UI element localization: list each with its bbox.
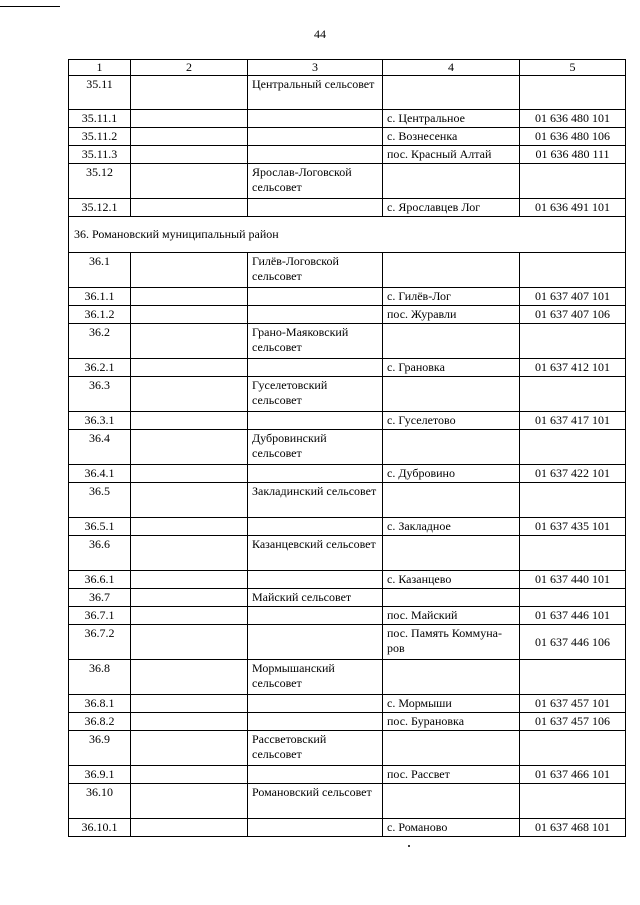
cell-col-4: пос. Бурановка xyxy=(383,713,520,731)
cell-col-1: 36.4 xyxy=(69,430,131,465)
cell-col-1: 36.1.1 xyxy=(69,288,131,306)
cell-col-1: 36.2 xyxy=(69,324,131,359)
table-row xyxy=(69,784,626,819)
cell-col-5: 01 637 446 101 xyxy=(520,607,626,625)
cell-col-1: 36.9 xyxy=(69,731,131,766)
cell-col-4: с. Грановка xyxy=(383,359,520,377)
cell-col-3 xyxy=(248,571,383,589)
table-row xyxy=(69,306,626,324)
cell-col-2 xyxy=(131,625,248,660)
cell-col-1: 36.4.1 xyxy=(69,465,131,483)
cell-col-2 xyxy=(131,412,248,430)
cell-col-4: с. Закладное xyxy=(383,518,520,536)
cell-col-5: 01 637 446 106 xyxy=(520,625,626,660)
cell-col-5: 01 637 407 106 xyxy=(520,306,626,324)
cell-col-2 xyxy=(131,288,248,306)
table-row xyxy=(69,695,626,713)
cell-col-2 xyxy=(131,536,248,571)
header-cell-2: 2 xyxy=(131,60,248,76)
table-body xyxy=(69,60,626,837)
cell-col-2 xyxy=(131,607,248,625)
cell-col-4 xyxy=(383,76,520,110)
section-row xyxy=(69,217,626,253)
cell-col-5: 01 637 457 106 xyxy=(520,713,626,731)
cell-col-2 xyxy=(131,164,248,199)
cell-col-4: пос. Память Коммуна-ров xyxy=(383,625,520,660)
cell-col-3 xyxy=(248,607,383,625)
cell-col-3 xyxy=(248,288,383,306)
cell-col-3 xyxy=(248,518,383,536)
header-cell-4: 4 xyxy=(383,60,520,76)
cell-col-3: Закладинский сельсовет xyxy=(248,483,383,518)
cell-col-2 xyxy=(131,199,248,217)
cell-col-5 xyxy=(520,731,626,766)
cell-col-3 xyxy=(248,412,383,430)
cell-col-5 xyxy=(520,483,626,518)
cell-col-2 xyxy=(131,430,248,465)
cell-col-5: 01 637 435 101 xyxy=(520,518,626,536)
cell-col-3: Ярослав-Логовской сельсовет xyxy=(248,164,383,199)
cell-col-4: с. Казанцево xyxy=(383,571,520,589)
cell-col-4: с. Ярославцев Лог xyxy=(383,199,520,217)
cell-col-3 xyxy=(248,146,383,164)
cell-col-2 xyxy=(131,76,248,110)
cell-col-1: 36.6 xyxy=(69,536,131,571)
cell-col-2 xyxy=(131,660,248,695)
table-row xyxy=(69,518,626,536)
cell-col-2 xyxy=(131,766,248,784)
cell-col-2 xyxy=(131,713,248,731)
cell-col-5: 01 637 468 101 xyxy=(520,819,626,837)
cell-col-4 xyxy=(383,784,520,819)
cell-col-1: 36.5 xyxy=(69,483,131,518)
cell-col-3 xyxy=(248,766,383,784)
cell-col-3 xyxy=(248,695,383,713)
cell-col-1: 36.10.1 xyxy=(69,819,131,837)
cell-col-3 xyxy=(248,110,383,128)
cell-col-3 xyxy=(248,819,383,837)
table-row xyxy=(69,766,626,784)
cell-col-4: пос. Майский xyxy=(383,607,520,625)
header-cell-3: 3 xyxy=(248,60,383,76)
cell-col-1: 36.1 xyxy=(69,253,131,288)
cell-col-1: 36.7.1 xyxy=(69,607,131,625)
cell-col-1: 36.6.1 xyxy=(69,571,131,589)
cell-col-4 xyxy=(383,483,520,518)
cell-col-3: Романовский сельсовет xyxy=(248,784,383,819)
cell-col-3 xyxy=(248,306,383,324)
cell-col-5: 01 637 457 101 xyxy=(520,695,626,713)
header-cell-1: 1 xyxy=(69,60,131,76)
cell-col-4: пос. Журавли xyxy=(383,306,520,324)
cell-col-5 xyxy=(520,784,626,819)
cell-col-4 xyxy=(383,253,520,288)
cell-col-4: с. Вознесенка xyxy=(383,128,520,146)
cell-col-1: 36.7 xyxy=(69,589,131,607)
cell-col-4 xyxy=(383,164,520,199)
table-row xyxy=(69,288,626,306)
cell-col-3: Казанцевский сельсовет xyxy=(248,536,383,571)
cell-col-5: 01 637 466 101 xyxy=(520,766,626,784)
cell-col-5: 01 637 412 101 xyxy=(520,359,626,377)
cell-col-5 xyxy=(520,377,626,412)
cell-col-3: Мормышанский сельсовет xyxy=(248,660,383,695)
cell-col-2 xyxy=(131,146,248,164)
section-title: 36. Романовский муниципальный район xyxy=(69,217,626,253)
cell-col-2 xyxy=(131,518,248,536)
cell-col-2 xyxy=(131,465,248,483)
cell-col-1: 36.8 xyxy=(69,660,131,695)
cell-col-1: 36.8.1 xyxy=(69,695,131,713)
cell-col-4 xyxy=(383,377,520,412)
table-row xyxy=(69,713,626,731)
cell-col-3 xyxy=(248,359,383,377)
cell-col-1: 36.3.1 xyxy=(69,412,131,430)
table-row xyxy=(69,253,626,288)
cell-col-1: 36.5.1 xyxy=(69,518,131,536)
cell-col-5 xyxy=(520,536,626,571)
table-row xyxy=(69,76,626,110)
cell-col-4 xyxy=(383,536,520,571)
table-row xyxy=(69,110,626,128)
table-row xyxy=(69,819,626,837)
cell-col-4: с. Центральное xyxy=(383,110,520,128)
cell-col-2 xyxy=(131,784,248,819)
table-row xyxy=(69,483,626,518)
cell-col-4 xyxy=(383,731,520,766)
cell-col-1: 36.10 xyxy=(69,784,131,819)
corner-rule xyxy=(0,6,60,7)
cell-col-3: Гилёв-Логовской сельсовет xyxy=(248,253,383,288)
cell-col-3: Дубровинский сельсовет xyxy=(248,430,383,465)
cell-col-2 xyxy=(131,483,248,518)
cell-col-4: пос. Рассвет xyxy=(383,766,520,784)
cell-col-1: 36.7.2 xyxy=(69,625,131,660)
cell-col-4: пос. Красный Алтай xyxy=(383,146,520,164)
cell-col-4: с. Романово xyxy=(383,819,520,837)
cell-col-3 xyxy=(248,199,383,217)
table-row xyxy=(69,571,626,589)
cell-col-2 xyxy=(131,731,248,766)
cell-col-1: 36.8.2 xyxy=(69,713,131,731)
cell-col-5: 01 636 480 111 xyxy=(520,146,626,164)
cell-col-3: Центральный сельсовет xyxy=(248,76,383,110)
table-row xyxy=(69,412,626,430)
cell-col-5 xyxy=(520,589,626,607)
cell-col-3 xyxy=(248,128,383,146)
cell-col-1: 35.11 xyxy=(69,76,131,110)
cell-col-4: с. Гилёв-Лог xyxy=(383,288,520,306)
table-row xyxy=(69,324,626,359)
table-row xyxy=(69,625,626,660)
cell-col-1: 36.2.1 xyxy=(69,359,131,377)
cell-col-5: 01 637 417 101 xyxy=(520,412,626,430)
cell-col-4 xyxy=(383,589,520,607)
cell-col-5: 01 637 422 101 xyxy=(520,465,626,483)
cell-col-2 xyxy=(131,324,248,359)
cell-col-2 xyxy=(131,377,248,412)
cell-col-1: 35.12 xyxy=(69,164,131,199)
cell-col-4: с. Гуселетово xyxy=(383,412,520,430)
cell-col-4 xyxy=(383,660,520,695)
table-row xyxy=(69,359,626,377)
cell-col-3 xyxy=(248,713,383,731)
cell-col-5: 01 636 480 106 xyxy=(520,128,626,146)
cell-col-1: 35.11.1 xyxy=(69,110,131,128)
table-row xyxy=(69,430,626,465)
cell-col-5 xyxy=(520,660,626,695)
table-row xyxy=(69,128,626,146)
cell-col-2 xyxy=(131,128,248,146)
cell-col-5 xyxy=(520,324,626,359)
cell-col-4: с. Мормыши xyxy=(383,695,520,713)
cell-col-1: 36.9.1 xyxy=(69,766,131,784)
cell-col-1: 35.11.3 xyxy=(69,146,131,164)
table-row xyxy=(69,660,626,695)
cell-col-3: Майский сельсовет xyxy=(248,589,383,607)
cell-col-2 xyxy=(131,695,248,713)
cell-col-5 xyxy=(520,164,626,199)
cell-col-2 xyxy=(131,306,248,324)
cell-col-4: с. Дубровино xyxy=(383,465,520,483)
cell-col-2 xyxy=(131,571,248,589)
cell-col-2 xyxy=(131,359,248,377)
cell-col-5: 01 636 491 101 xyxy=(520,199,626,217)
cell-col-5 xyxy=(520,253,626,288)
cell-col-2 xyxy=(131,253,248,288)
cell-col-3: Грано-Маяковский сельсовет xyxy=(248,324,383,359)
cell-col-1: 36.1.2 xyxy=(69,306,131,324)
stray-dot xyxy=(408,845,410,847)
table-row xyxy=(69,146,626,164)
cell-col-3: Рассветовский сельсовет xyxy=(248,731,383,766)
cell-col-3 xyxy=(248,625,383,660)
cell-col-3 xyxy=(248,465,383,483)
table-row xyxy=(69,465,626,483)
header-cell-5: 5 xyxy=(520,60,626,76)
table-row xyxy=(69,164,626,199)
table-row xyxy=(69,607,626,625)
cell-col-3: Гуселетовский сельсовет xyxy=(248,377,383,412)
cell-col-5 xyxy=(520,76,626,110)
cell-col-1: 36.3 xyxy=(69,377,131,412)
header-row xyxy=(69,60,626,76)
cell-col-2 xyxy=(131,110,248,128)
page-number: 44 xyxy=(314,27,326,41)
cell-col-4 xyxy=(383,430,520,465)
table-row xyxy=(69,589,626,607)
table-row xyxy=(69,199,626,217)
cell-col-5: 01 636 480 101 xyxy=(520,110,626,128)
cell-col-1: 35.12.1 xyxy=(69,199,131,217)
cell-col-5 xyxy=(520,430,626,465)
cell-col-1: 35.11.2 xyxy=(69,128,131,146)
cell-col-5: 01 637 407 101 xyxy=(520,288,626,306)
table-row xyxy=(69,731,626,766)
settlements-table xyxy=(68,59,626,837)
cell-col-5: 01 637 440 101 xyxy=(520,571,626,589)
cell-col-2 xyxy=(131,819,248,837)
cell-col-4 xyxy=(383,324,520,359)
table-row xyxy=(69,377,626,412)
table-row xyxy=(69,536,626,571)
cell-col-2 xyxy=(131,589,248,607)
